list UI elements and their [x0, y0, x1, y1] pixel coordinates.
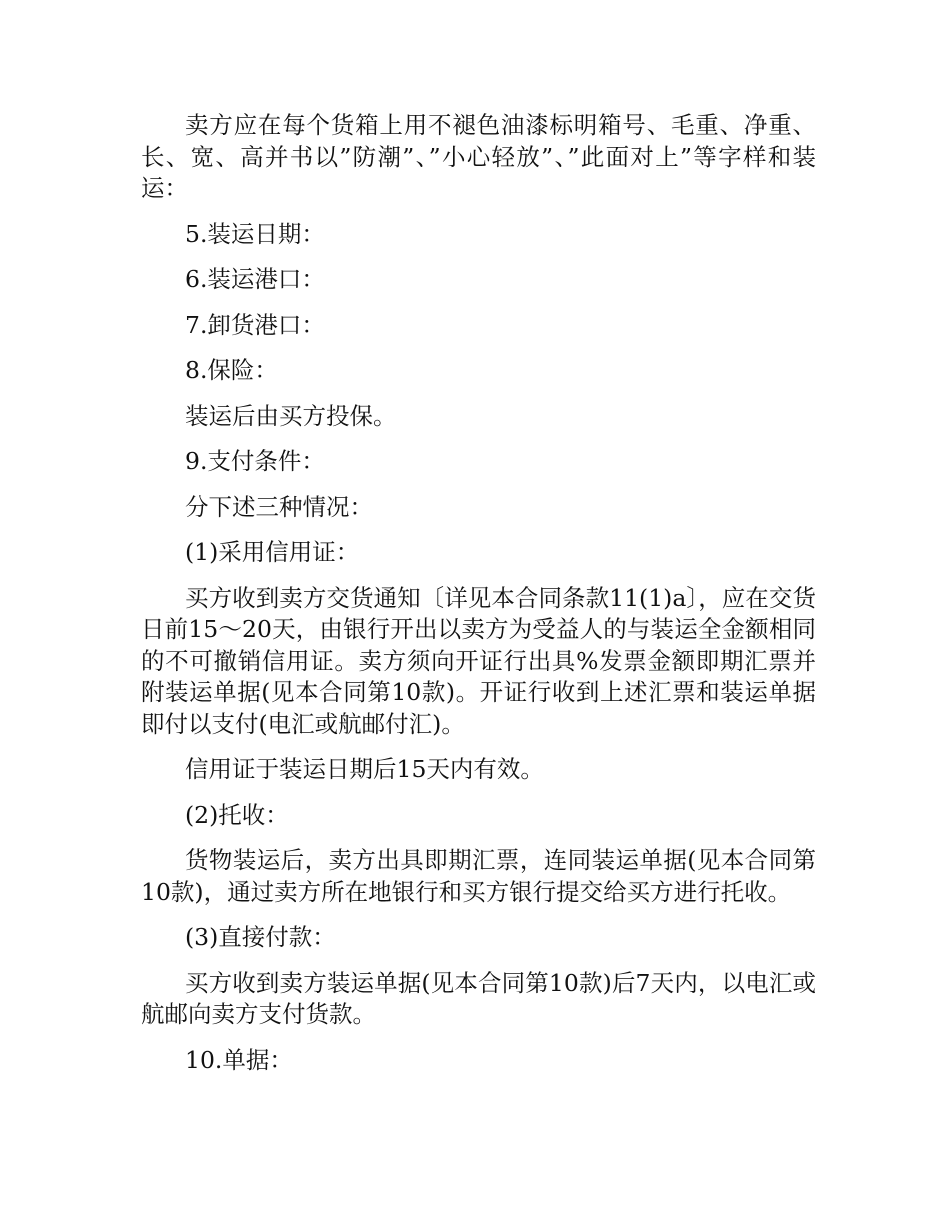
heading-documents: 10.单据： [185, 1045, 293, 1074]
heading-direct-payment: (3)直接付款： [185, 923, 336, 951]
paragraph-collection: 货物装运后，卖方出具即期汇票，连同装运单据(见本合同第10款)，通过卖方所在地银行和买方银行提交给买方进行托收。 [141, 846, 816, 906]
heading-insurance: 8.保险： [185, 356, 278, 384]
paragraph-insurance: 装运后由买方投保。 [185, 401, 397, 430]
heading-collection: (2)托收： [185, 800, 289, 829]
heading-port-of-discharge: 7.卸货港口： [185, 310, 325, 339]
paragraph-direct-payment: 买方收到卖方装运单据(见本合同第10款)后7天内，以电汇或航邮向卖方支付货款。 [141, 968, 816, 1028]
paragraph-marking-requirements: 卖方应在每个货箱上用不褪色油漆标明箱号、毛重、净重、长、宽、高并书以”防潮”、”小心轻放”、”此面对上”等字样和装运： [141, 111, 816, 202]
document-body [141, 110, 816, 1090]
heading-payment-terms: 9.支付条件： [185, 447, 325, 475]
paragraph-payment-cases: 分下述三种情况： [185, 492, 373, 521]
heading-shipment-date: 5.装运日期： [185, 219, 325, 248]
paragraph-letter-of-credit: 买方收到卖方交货通知〔详见本合同条款11(1)a〕，应在交货日前15～20天，由银行开出以卖方为受益人的与装运全金额相同的不可撤销信用证。卖方须向开证行出具%发票金额即期汇票并附装运单据(见本合同第10款)。开证行收到上述汇票和装运单据即付以支付(电汇或航邮付汇)。 [141, 583, 816, 738]
heading-letter-of-credit: (1)采用信用证： [185, 538, 360, 566]
paragraph-lc-validity: 信用证于装运日期后15天内有效。 [185, 755, 544, 783]
heading-port-of-loading: 6.装运港口： [185, 265, 325, 293]
